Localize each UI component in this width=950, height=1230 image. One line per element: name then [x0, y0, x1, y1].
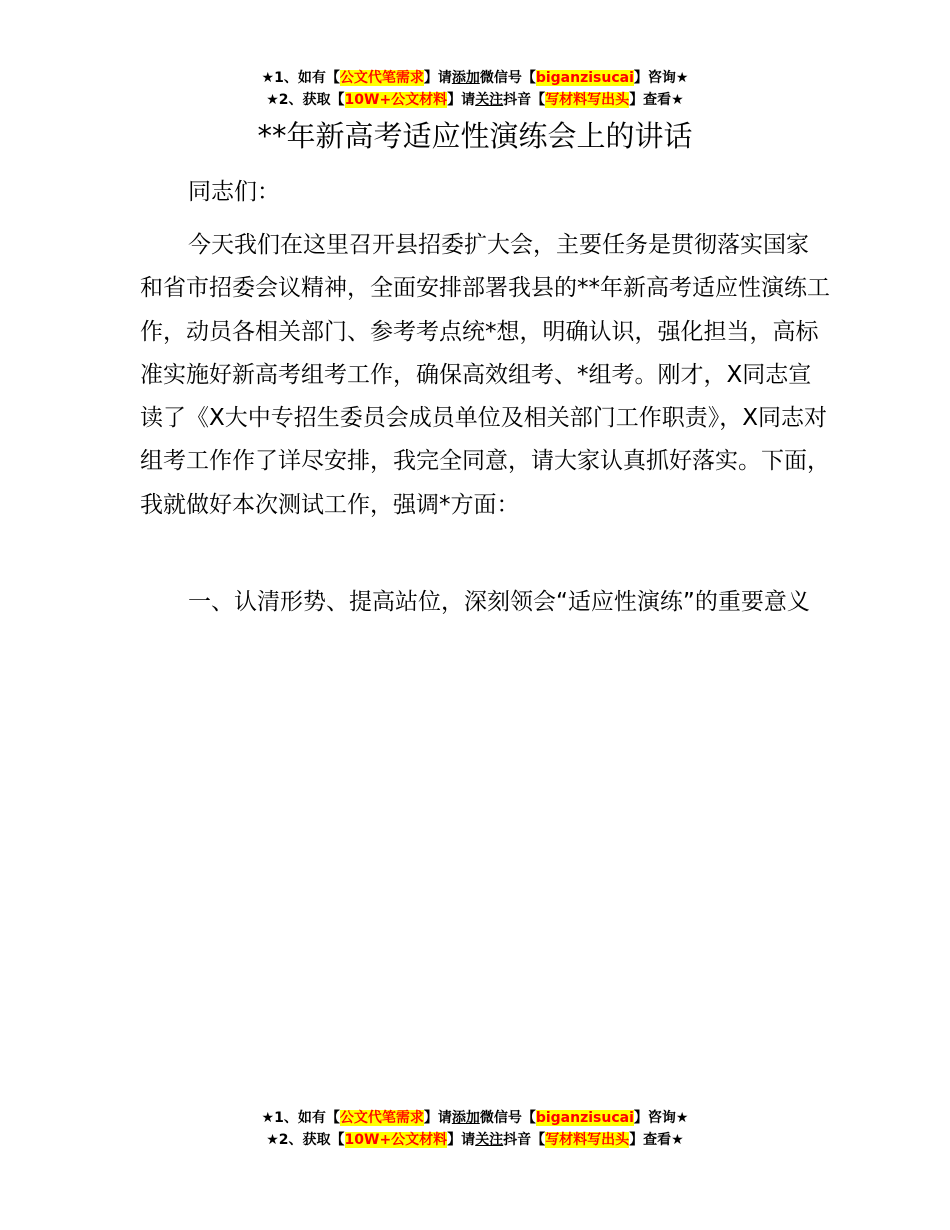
promo-footer: [0, 1107, 950, 1151]
promo-footer-line-1-suffix: 】咨询★: [633, 1110, 689, 1126]
promo-line-1-prefix: ★1、如有【: [261, 70, 340, 86]
promo-line-1-suffix: 】咨询★: [633, 70, 689, 86]
promo-footer-underline-follow: 关注: [475, 1132, 504, 1148]
paragraph-intro: 今天我们在这里召开县招委扩大会，主要任务是贯彻落实国家和省市招委会议精神，全面安排部署我县的**年新高考适应性演练工作，动员各相关部门、参考考点统*想，明确认识，强化担当，高标准实施好新高考组考工作，确保高效组考、*组考。刚才，X同志宣读了《X大中专招生委员会成员单位及相关部门工作职责》，X同志对组考工作作了详尽安排，我完全同意，请大家认真抓好落实。下面，我就做好本次测试工作，强调*方面：: [140, 232, 830, 518]
promo-line-2-prefix: ★2、获取【: [266, 92, 345, 108]
promo-footer-line-2-mid: 】请: [447, 1132, 476, 1148]
promo-highlight-douyin: 写材料写出头: [545, 92, 630, 108]
promo-footer-line-2: [0, 1129, 950, 1151]
promo-footer-underline-add: 添加: [451, 1110, 480, 1126]
promo-footer-line-1: [0, 1107, 950, 1129]
promo-footer-line-2-mid2: 抖音【: [503, 1132, 546, 1148]
promo-line-2-suffix: 】查看★: [629, 92, 684, 108]
promo-underline-follow: 关注: [475, 92, 504, 108]
promo-footer-line-1-mid: 】请: [423, 1110, 452, 1126]
promo-line-1-mid2: 微信号【: [479, 70, 536, 86]
promo-footer-highlight-wechat-id: biganzisucai: [535, 1110, 634, 1126]
promo-highlight-wechat-id: biganzisucai: [535, 70, 634, 86]
promo-footer-highlight-douyin: 写材料写出头: [545, 1132, 630, 1148]
promo-footer-highlight-materials: 10W+公文材料: [344, 1132, 448, 1148]
promo-line-2-mid2: 抖音【: [503, 92, 546, 108]
promo-header: [0, 67, 950, 111]
promo-underline-add: 添加: [451, 70, 480, 86]
salutation: 同志们：: [188, 179, 280, 205]
promo-line-1-mid: 】请: [423, 70, 452, 86]
section-heading-1: 一、认清形势、提高站位，深刻领会“适应性演练”的重要意义: [188, 589, 810, 615]
promo-line-2-mid: 】请: [447, 92, 476, 108]
document-title: **年新高考适应性演练会上的讲话: [257, 119, 693, 153]
promo-footer-line-2-suffix: 】查看★: [629, 1132, 684, 1148]
promo-line-2: [0, 89, 950, 111]
promo-footer-line-1-prefix: ★1、如有【: [261, 1110, 340, 1126]
promo-highlight-materials: 10W+公文材料: [344, 92, 448, 108]
promo-line-1: [0, 67, 950, 89]
promo-highlight-service: 公文代笔需求: [339, 70, 424, 86]
promo-footer-line-1-mid2: 微信号【: [479, 1110, 536, 1126]
promo-footer-highlight-service: 公文代笔需求: [339, 1110, 424, 1126]
promo-footer-line-2-prefix: ★2、获取【: [266, 1132, 345, 1148]
